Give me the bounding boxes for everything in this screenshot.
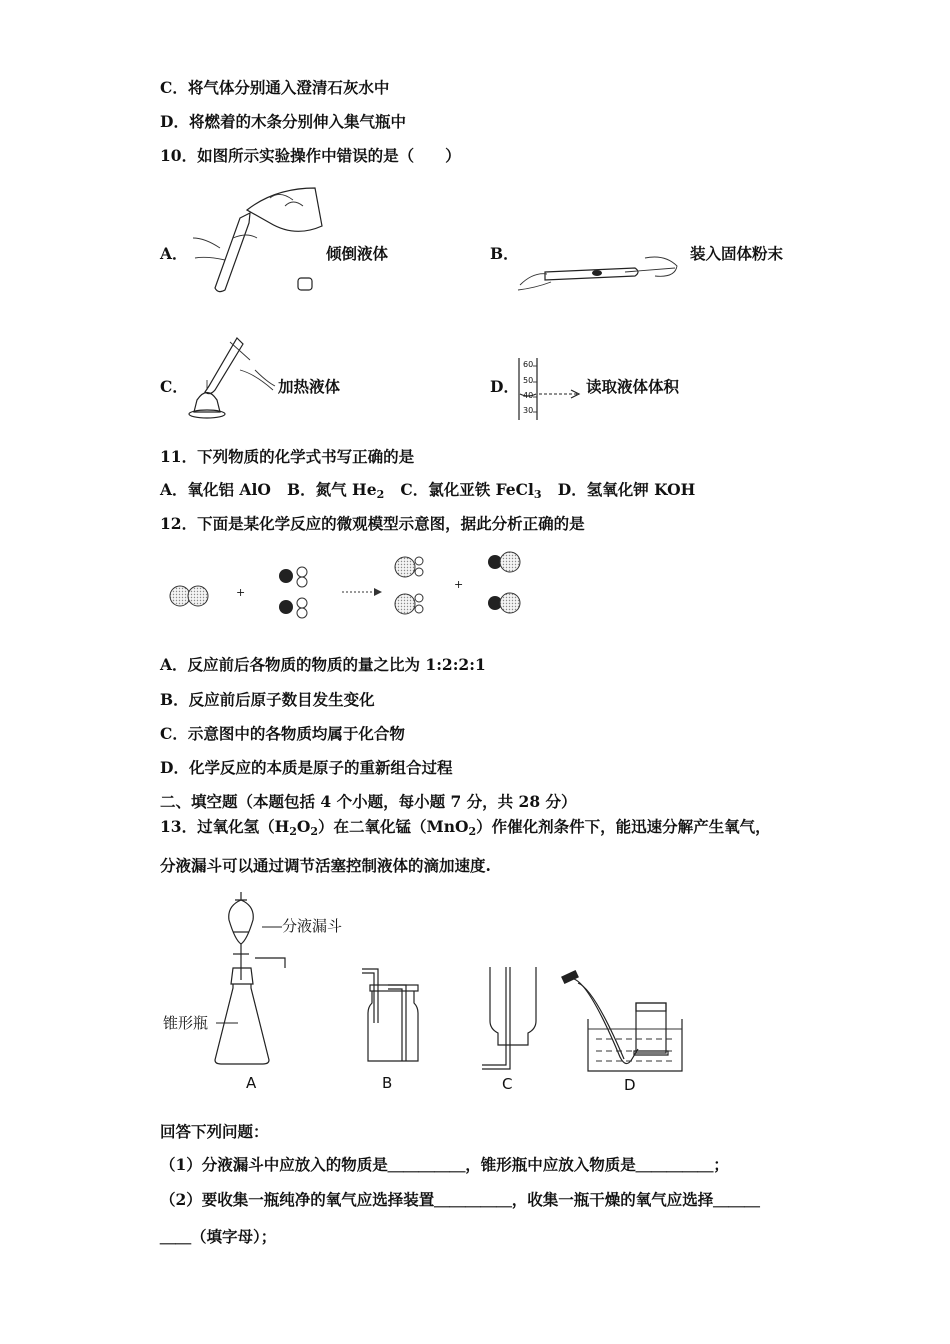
q11-option-c: C．氯化亚铁 FeCl — [400, 480, 534, 499]
q13-subscript-2: 2 — [310, 825, 319, 838]
apparatus-b-illustration — [358, 963, 424, 1066]
q12-option-c: C．示意图中的各物质均属于化合物 — [160, 724, 405, 743]
funnel-label-line — [262, 925, 284, 929]
flask-label: 锥形瓶 — [163, 1014, 209, 1032]
q13-stem-part2: O — [296, 817, 311, 836]
q13-stem-part1: 13．过氧化氢（H — [160, 817, 290, 836]
q13-stem-line1 — [160, 817, 771, 842]
q11-option-d: D．氢氧化钾 KOH — [557, 480, 696, 499]
q10-option-a-letter: A． — [160, 244, 188, 263]
q9-option-d: D．将燃着的木条分别伸入集气瓶中 — [160, 112, 406, 131]
funnel-label: 分液漏斗 — [282, 917, 343, 935]
q13-subscript-1: 2 — [289, 825, 297, 838]
q11-stem: 11．下列物质的化学式书写正确的是 — [160, 447, 415, 466]
q11-option-b-subscript: 2 — [376, 488, 385, 501]
q10-option-c-label: 加热液体 — [278, 377, 341, 396]
apparatus-b-label: B — [382, 1074, 393, 1092]
q13-stem-line2: 分液漏斗可以通过调节活塞控制液体的滴加速度. — [160, 856, 491, 875]
q13-stem-part4: ）作催化剂条件下，能迅速分解产生氧气， — [476, 817, 771, 836]
q11-option-a: A．氧化铝 AlO — [160, 480, 271, 499]
apparatus-c-illustration — [478, 965, 548, 1071]
flask-label-line — [216, 1021, 240, 1025]
apparatus-d-label: D — [624, 1076, 636, 1094]
q11-options — [160, 480, 695, 505]
q10-option-d-letter: D． — [490, 377, 519, 396]
cylinder-tick-50: 50 — [523, 376, 534, 385]
apparatus-d-illustration — [560, 965, 690, 1077]
q13-subquestion-2-line2: ＿＿（填字母）； — [160, 1227, 277, 1246]
q10-option-a-label: 倾倒液体 — [326, 244, 389, 263]
cylinder-tick-30: 30 — [523, 406, 534, 415]
reaction-plus-left: + — [236, 586, 246, 599]
q11-option-b: B．氮气 He — [287, 480, 377, 499]
q13-subquestion-2-line1: （2）要收集一瓶纯净的氧气应选择装置＿＿＿＿＿，收集一瓶干燥的氧气应选择＿＿＿ — [160, 1190, 760, 1209]
q11-option-c-subscript: 3 — [533, 488, 542, 501]
q10-option-c-letter: C． — [160, 377, 188, 396]
q13-subquestion-1: （1）分液漏斗中应放入的物质是＿＿＿＿＿，锥形瓶中应放入物质是＿＿＿＿＿； — [160, 1155, 729, 1174]
apparatus-c-label: C — [502, 1075, 513, 1093]
q12-option-a: A．反应前后各物质的物质的量之比为 1:2:2:1 — [160, 655, 486, 674]
section-2-title: 二、填空题（本题包括 4 个小题，每小题 7 分，共 28 分） — [160, 792, 577, 811]
cylinder-tick-60: 60 — [523, 360, 534, 369]
pour-liquid-illustration — [185, 178, 335, 298]
reaction-model-diagram — [160, 545, 540, 625]
q10-option-b-label: 装入固体粉末 — [690, 244, 784, 263]
load-powder-illustration — [515, 250, 690, 298]
apparatus-a-label: A — [246, 1074, 257, 1092]
q10-option-d-label: 读取液体体积 — [586, 377, 680, 396]
q13-subscript-3: 2 — [468, 825, 477, 838]
q12-option-d: D．化学反应的本质是原子的重新组合过程 — [160, 758, 453, 777]
answer-intro: 回答下列问题： — [160, 1122, 269, 1141]
reaction-plus-right: + — [454, 578, 464, 591]
cylinder-tick-40: 40 — [523, 391, 534, 400]
q10-stem: 10．如图所示实验操作中错误的是（ ） — [160, 146, 461, 165]
heat-liquid-illustration — [185, 330, 280, 420]
q9-option-c: C．将气体分别通入澄清石灰水中 — [160, 78, 390, 97]
q12-option-b: B．反应前后原子数目发生变化 — [160, 690, 375, 709]
q12-stem: 12．下面是某化学反应的微观模型示意图，据此分析正确的是 — [160, 514, 585, 533]
q10-option-b-letter: B． — [490, 244, 519, 263]
q13-stem-part3: ）在二氧化锰（MnO — [318, 817, 469, 836]
